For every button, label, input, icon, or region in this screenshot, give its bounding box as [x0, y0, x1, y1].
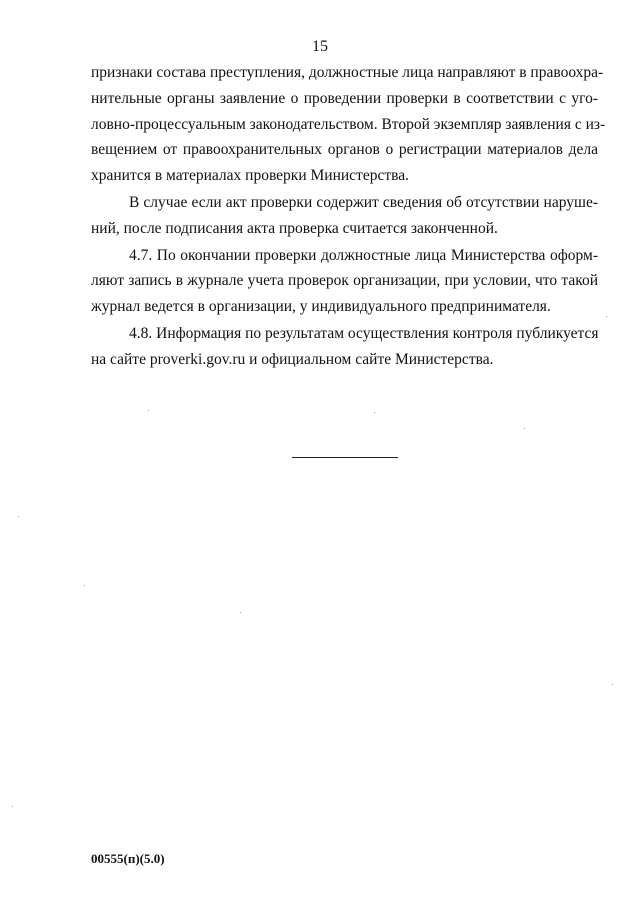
scan-speck	[524, 428, 525, 429]
text-line: 4.8. Информация по результатам осуществления контроля публикуется	[129, 324, 599, 342]
paragraph-section-4-7	[91, 243, 598, 320]
text-line: вещением от правоохранительных органов о регистрации материалов дела	[91, 141, 598, 159]
scan-speck	[18, 516, 19, 517]
page-number: 15	[312, 38, 328, 55]
document-body	[91, 60, 606, 374]
text-line: ловно-процессуальным законодательством. Второй экземпляр заявления с из-	[91, 115, 606, 133]
paragraph-section-4-8	[91, 321, 598, 373]
scan-speck	[374, 412, 375, 413]
text-line: ляют запись в журнале учета проверок организации, при условии, что такой	[91, 272, 598, 290]
text-line: нительные органы заявление о проведении проверки в соответствии с уго-	[91, 89, 598, 107]
paragraph-continuation	[91, 60, 606, 189]
text-line: 4.7. По окончании проверки должностные лица Министерства оформ-	[129, 246, 598, 264]
text-line: на сайте proverki.gov.ru и официальном сайте Министерства.	[91, 350, 494, 368]
end-separator-line	[292, 457, 398, 458]
scan-speck	[84, 585, 85, 586]
text-line: В случае если акт проверки содержит сведения об отсутствии наруше-	[129, 193, 598, 211]
text-line: хранится в материалах проверки Министерства.	[91, 167, 409, 185]
text-line: журнал ведется в организации, у индивидуального предпринимателя.	[91, 298, 551, 316]
scan-speck	[606, 316, 607, 317]
scan-speck	[12, 806, 13, 807]
text-line: ний, после подписания акта проверка считается законченной.	[91, 219, 498, 237]
scan-speck	[612, 684, 613, 685]
footer-document-code: 00555(п)(5.0)	[91, 851, 165, 866]
scan-speck	[148, 410, 149, 411]
text-line: признаки состава преступления, должностные лица направляют в правоохра-	[91, 64, 604, 81]
paragraph-inspection-complete	[91, 190, 598, 242]
scan-speck	[240, 612, 241, 613]
